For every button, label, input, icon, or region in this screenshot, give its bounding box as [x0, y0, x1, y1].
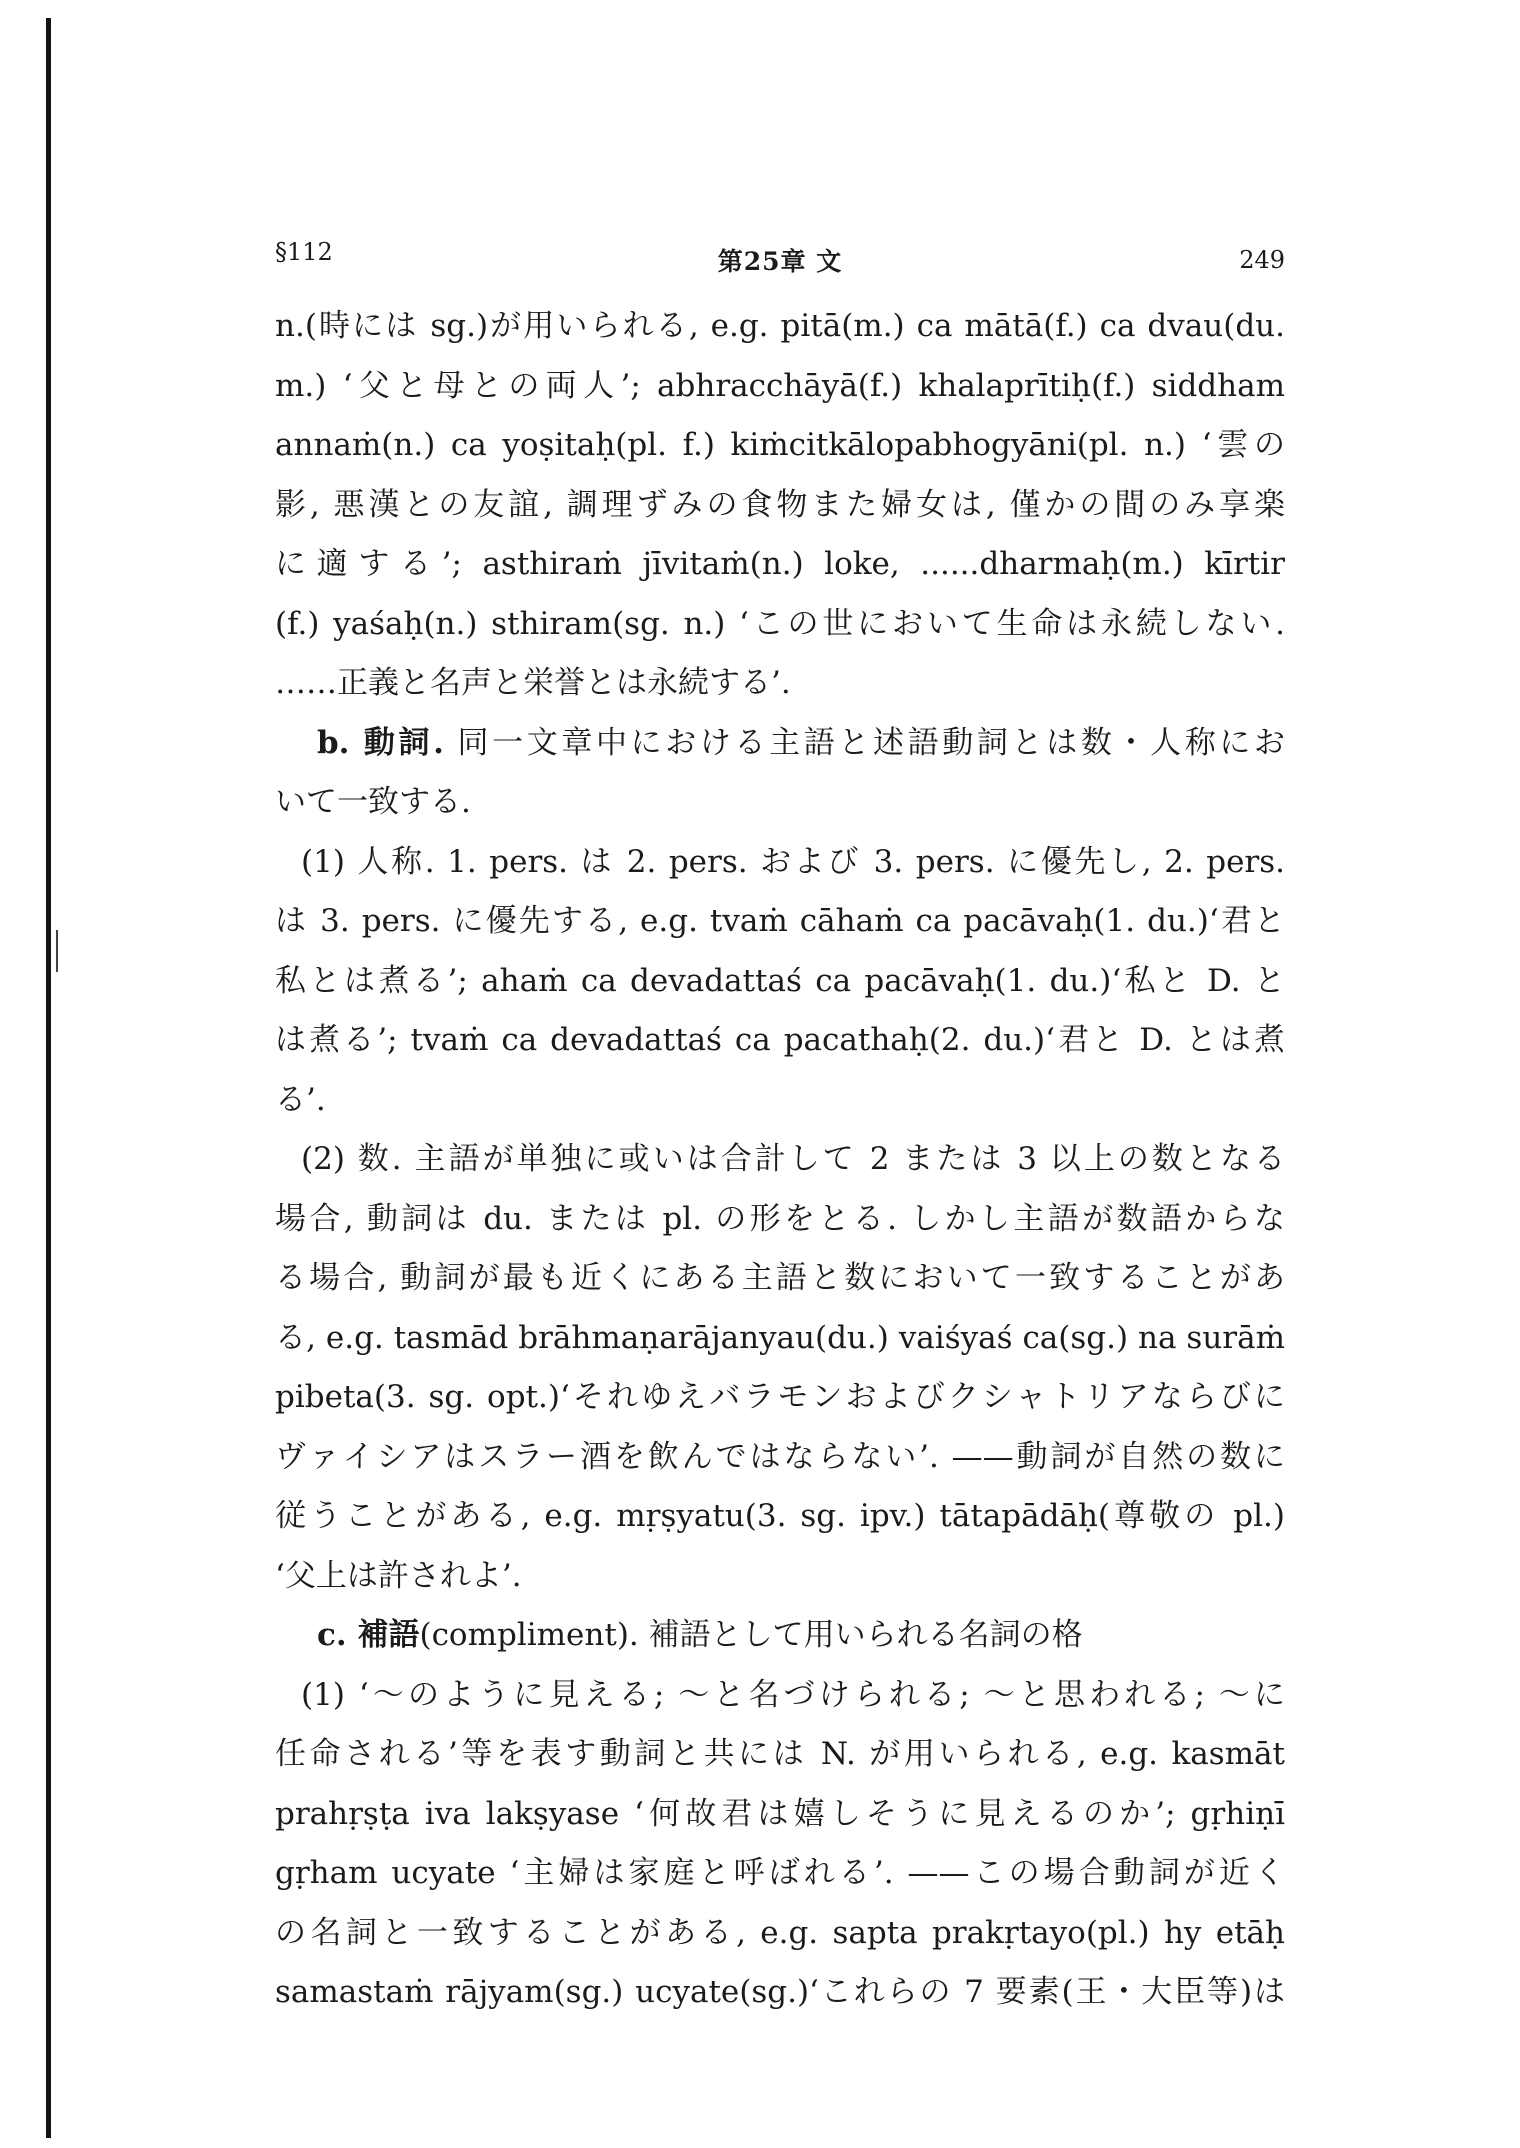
text-line: ……正義と名声と栄誉とは永続する’. — [275, 665, 791, 701]
text-line: ‘父上は許されよ’. — [275, 1557, 522, 1594]
text-line: る’. — [275, 1081, 326, 1118]
text-line: に適する’; asthiraṁ jīvitaṁ(n.) loke, ......dharmaḥ(m.) kīrtir — [275, 546, 1285, 582]
text-line: る場合, 動詞が最も近くにある主語と数において一致することがあ — [275, 1260, 1285, 1296]
text-line: (f.) yaśaḥ(n.) sthiram(sg. n.) ‘この世において生命は永続しない. — [275, 605, 1285, 642]
paragraph-complement-1: (1) ‘〜のように見える; 〜と名づけられる; 〜と思われる; 〜に — [301, 1676, 1285, 1713]
text-line: ヴァイシアはスラー酒を飲んではならない’. ——動詞が自然の数に — [275, 1438, 1285, 1475]
subsection-heading-verb: b. 動詞. 同一文章中における主語と述語動詞とは数・人称にお — [317, 724, 1285, 761]
text-line: n.(時には sg.)が用いられる, e.g. pitā(m.) ca mātā(f.) ca dvau(du. — [275, 308, 1285, 344]
text-line: samastaṁ rājyam(sg.) ucyate(sg.)‘これらの 7 要素(王・大臣等)は — [275, 1974, 1285, 2010]
text-line: る, e.g. tasmād brāhmaṇarājanyau(du.) vaiśyaś ca(sg.) na surāṁ — [275, 1319, 1285, 1356]
text-line: pibeta(3. sg. opt.)‘それゆえバラモンおよびクシャトリアならびに — [275, 1379, 1285, 1415]
text-line: の名詞と一致することがある, e.g. sapta prakṛtayo(pl.) hy etāḥ — [275, 1914, 1285, 1951]
subsection-heading-complement: c. 補語(compliment). 補語として用いられる名詞の格 — [317, 1617, 1083, 1653]
text-line: 影, 悪漢との友誼, 調理ずみの食物また婦女は, 僅かの間のみ享楽 — [275, 486, 1285, 523]
page-number: 249 — [1239, 246, 1285, 274]
paragraph-number: (2) 数. 主語が単独に或いは合計して 2 または 3 以上の数となる — [301, 1141, 1285, 1177]
chapter-title: 第25章 文 — [717, 247, 843, 276]
text-line: は 3. pers. に優先する, e.g. tvaṁ cāhaṁ ca pacāvaḥ(1. du.)‘君と — [275, 903, 1285, 939]
running-header — [275, 238, 1285, 278]
binding-edge-line — [46, 18, 51, 2138]
binding-mark — [56, 930, 58, 972]
text-line: 従うことがある, e.g. mṛṣyatu(3. sg. ipv.) tātapādāḥ(尊敬の pl.) — [275, 1498, 1285, 1534]
body-text — [275, 297, 1285, 2023]
text-line: いて一致する. — [275, 784, 471, 820]
text-line: prahṛṣṭa iva lakṣyase ‘何故君は嬉しそうに見えるのか’; gṛhiṇī — [275, 1795, 1285, 1832]
text-line: は煮る’; tvaṁ ca devadattaś ca pacathaḥ(2. du.)‘君と D. とは煮 — [275, 1022, 1285, 1058]
text-line: 私とは煮る’; ahaṁ ca devadattaś ca pacāvaḥ(1. du.)‘私と D. と — [275, 962, 1285, 999]
text-line: m.) ‘父と母との両人’; abhracchāyā(f.) khalaprītiḥ(f.) siddham — [275, 367, 1285, 404]
text-line: 場合, 動詞は du. または pl. の形をとる. しかし主語が数語からな — [275, 1200, 1285, 1237]
heading-label: b. 動詞. — [317, 724, 444, 761]
text-line: gṛham ucyate ‘主婦は家庭と呼ばれる’. ——この場合動詞が近く — [275, 1855, 1285, 1891]
heading-label: c. 補語 — [317, 1617, 420, 1653]
paragraph-person: (1) 人称. 1. pers. は 2. pers. および 3. pers. に優先し, 2. pers. — [301, 843, 1285, 880]
text-line: 任命される’等を表す動詞と共には N. が用いられる, e.g. kasmāt — [275, 1736, 1285, 1772]
text-line: annaṁ(n.) ca yoṣitaḥ(pl. f.) kiṁcitkālopabhogyāni(pl. n.) ‘雲の — [275, 427, 1285, 463]
section-number: §112 — [275, 238, 333, 266]
